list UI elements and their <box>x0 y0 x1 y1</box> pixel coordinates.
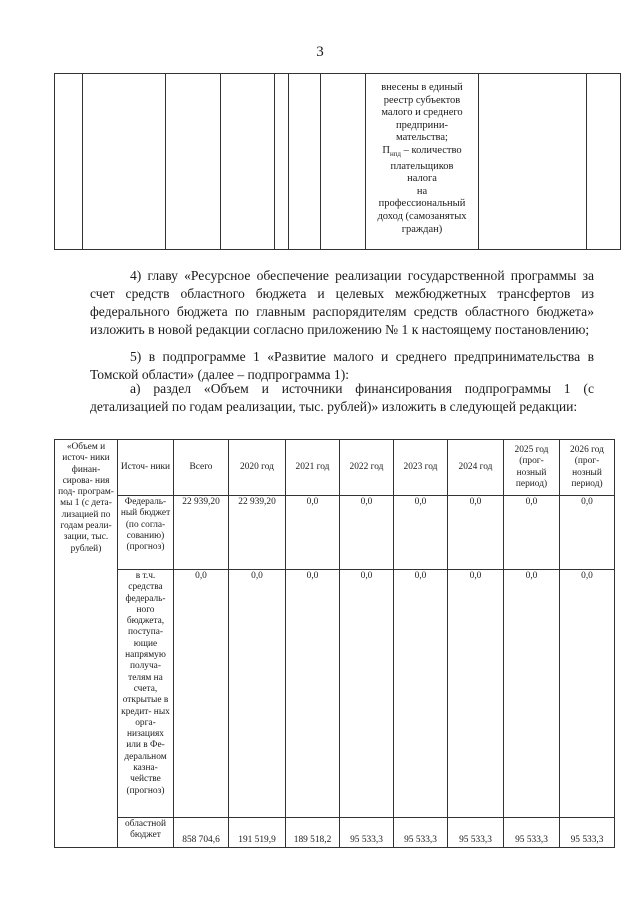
value-cell: 0,0 <box>340 496 394 570</box>
column-header: 2024 год <box>448 440 504 496</box>
value-cell: 95 533,3 <box>560 818 615 848</box>
value-cell: 0,0 <box>394 496 448 570</box>
source-cell: Федераль- ный бюджет (по согла- сованию) (прогноз) <box>118 496 174 570</box>
value-cell: 0,0 <box>286 570 340 818</box>
value-cell: 95 533,3 <box>504 818 560 848</box>
value-cell: 0,0 <box>504 496 560 570</box>
column-header: 2023 год <box>394 440 448 496</box>
table-cell <box>479 74 587 250</box>
value-cell: 22 939,20 <box>229 496 286 570</box>
column-header: 2020 год <box>229 440 286 496</box>
column-header: Источ- ники <box>118 440 174 496</box>
value-cell: 95 533,3 <box>340 818 394 848</box>
value-cell: 95 533,3 <box>448 818 504 848</box>
table-cell <box>321 74 366 250</box>
value-cell: 0,0 <box>229 570 286 818</box>
column-header: 2025 год (прог- нозный период) <box>504 440 560 496</box>
column-header: 2022 год <box>340 440 394 496</box>
row-header-cell: «Объем и источ- ники финан- сирова- ния под- програм- мы 1 (с дета- лизацией по годам реали- зации, тыс. рублей) <box>55 440 118 848</box>
financing-table <box>54 439 615 848</box>
table-cell <box>289 74 321 250</box>
value-cell: 858 704,6 <box>174 818 229 848</box>
paragraph-5: 5) в подпрограмме 1 «Развитие малого и среднего предпринимательства в Томской области» (далее – подпрограмма 1): <box>90 349 594 382</box>
column-header: 2021 год <box>286 440 340 496</box>
value-cell: 0,0 <box>174 570 229 818</box>
value-cell: 189 518,2 <box>286 818 340 848</box>
source-cell: в т.ч. средства федераль- ного бюджета, поступа- ющие напрямую получа- телям на счета, открытые в кредит- ных орга- низациях или в Фе- деральном казна- чействе (прогноз) <box>118 570 174 818</box>
value-cell: 0,0 <box>286 496 340 570</box>
table-cell <box>587 74 621 250</box>
page-number: 3 <box>316 44 324 60</box>
npd-formula-line: $П_{нпд}$ – количество <box>382 144 462 159</box>
value-cell: 0,0 <box>448 496 504 570</box>
value-cell: 0,0 <box>560 496 615 570</box>
value-cell: 0,0 <box>394 570 448 818</box>
column-header: Всего <box>174 440 229 496</box>
value-cell: 0,0 <box>340 570 394 818</box>
indicator-note: внесены в единый реестр субъектов малого и среднего предприни- мательства; $П_{нпд}$ – количество плательщиков налога на профессиональный доход (самозанятых граждан) <box>366 74 478 236</box>
paragraph-5a: а) раздел «Объем и источники финансирования подпрограммы 1 (с детализацией по годам реализации, тыс. рублей)» изложить в следующей редакции: <box>90 381 594 414</box>
value-cell: 0,0 <box>448 570 504 818</box>
value-cell: 0,0 <box>560 570 615 818</box>
table-cell <box>166 74 221 250</box>
value-cell: 22 939,20 <box>174 496 229 570</box>
table-cell <box>83 74 166 250</box>
value-cell: 191 519,9 <box>229 818 286 848</box>
table-cell <box>275 74 289 250</box>
value-cell: 95 533,3 <box>394 818 448 848</box>
continued-table <box>54 73 621 250</box>
table-cell <box>366 74 479 250</box>
table-cell <box>55 74 83 250</box>
table-cell <box>221 74 275 250</box>
paragraph-4: 4) главу «Ресурсное обеспечение реализации государственной программы за счет средств областного бюджета и целевых межбюджетных трансфертов из федерального бюджета по главным распорядителям средств областного бюджета» изложить в новой редакции согласно приложению № 1 к настоящему постановлению; <box>90 268 594 337</box>
column-header: 2026 год (прог- нозный период) <box>560 440 615 496</box>
value-cell: 0,0 <box>504 570 560 818</box>
source-cell: областной бюджет <box>118 818 174 848</box>
